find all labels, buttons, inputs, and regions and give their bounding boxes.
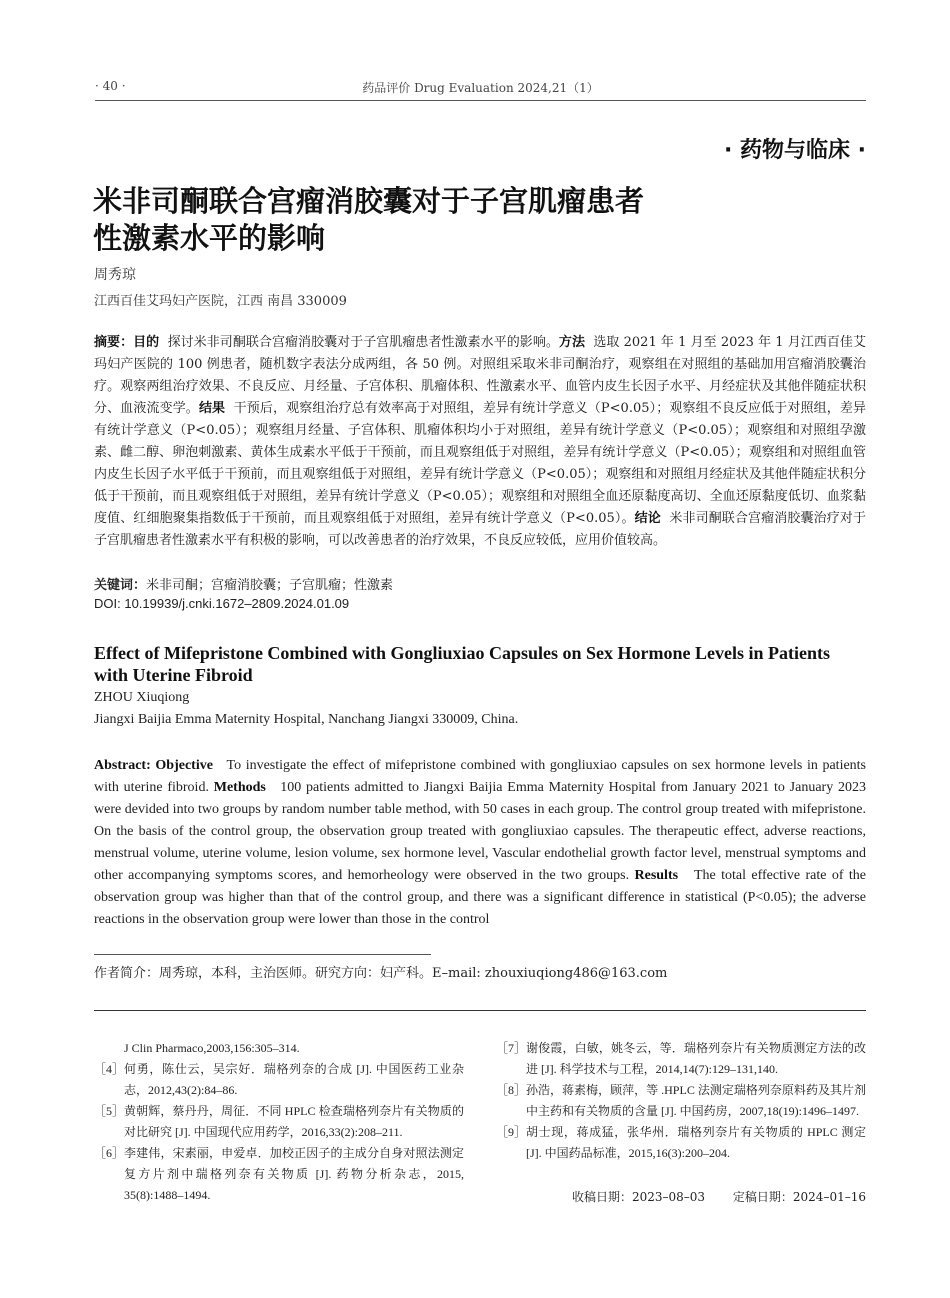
reference-text: J Clin Pharmaco,2003,156:305–314. (124, 1041, 300, 1055)
methods-en-label: Methods (213, 780, 266, 795)
reference-item (496, 1038, 866, 1080)
author-footnote: 作者简介：周秀琼，本科，主治医师。研究方向：妇产科。E–mail: zhouxiuqiong486@163.com (94, 966, 668, 981)
reference-item (94, 1101, 464, 1143)
keywords (94, 574, 393, 593)
doi[interactable]: DOI: 10.19939/j.cnki.1672–2809.2024.01.09 (94, 596, 350, 611)
reference-item (94, 1038, 464, 1059)
reference-text: 胡士现，蒋成猛，张华州．瑞格列奈片有关物质的 HPLC 测定 [J]. 中国药品标准，2015,16(3):200–204. (526, 1125, 866, 1160)
reference-number: ［8］ (496, 1083, 527, 1097)
methods-cn-label: 方法 (558, 335, 586, 350)
reference-item (496, 1080, 866, 1122)
results-cn-text: 干预后，观察组治疗总有效率高于对照组，差异有统计学意义（P<0.05）；观察组不良反应低于对照组，差异有统计学意义（P<0.05）；观察组月经量、子宫体积、肌瘤体积均小于对照组，差异有统计学意义（P<0.05）；观察组和对照组孕激素、雌二醇、卵泡刺激素、黄体生成素水平低于干预前，而且观察组低于对照组，差异有统计学意义（P<0.05）；观察组和对照组血管内皮生长因子水平低于干预前，而且观察组低于对照组，差异有统计学意义（P<0.05）；观察组和对照组月经症状及其他伴随症状积分低于干预前，而且观察组低于对照组，差异有统计学意义（P<0.05）；观察组和对照组全血还原黏度高切、全血还原黏度低切、血浆黏度值、红细胞聚集指数低于干预前，而且观察组低于对照组，差异有统计学意义（P<0.05）。 (94, 401, 866, 526)
received-date: 收稿日期：2023–08–03 (571, 1190, 706, 1204)
running-header (95, 79, 866, 99)
title-cn-line-1: 米非司酮联合宫瘤消胶囊对于子宫肌瘤患者 (93, 184, 645, 218)
reference-item (94, 1143, 464, 1206)
article-title-cn (93, 183, 713, 257)
abstract-en (94, 755, 866, 931)
reference-text: 孙浩，蒋素梅，顾萍，等 .HPLC 法测定瑞格列奈原料药及其片剂中主药和有关物质的含量 [J]. 中国药房，2007,18(19):1496–1497. (526, 1083, 866, 1118)
abstract-cn-label: 摘要： (94, 335, 134, 350)
results-cn-label: 结果 (198, 401, 226, 416)
conclusion-cn-text: 米非司酮联合宫瘤消胶囊治疗对于子宫肌瘤患者性激素水平有积极的影响，可以改善患者的治疗效果，不良反应较低，应用价值较高。 (94, 511, 866, 548)
abstract-en-label: Abstract: (94, 758, 151, 773)
accepted-date: 定稿日期：2024–01–16 (732, 1190, 866, 1204)
header-divider (95, 100, 866, 101)
keywords-label: 关键词： (94, 578, 147, 593)
reference-text: 谢俊霞，白敏，姚冬云，等．瑞格列奈片有关物质测定方法的改进 [J]. 科学技术与工程，2014,14(7):129–131,140. (526, 1041, 866, 1076)
title-cn-line-2: 性激素水平的影响 (93, 221, 326, 255)
section-label: · 药物与临床 · (723, 138, 866, 163)
reference-number: ［9］ (496, 1125, 527, 1139)
references-left-column (94, 1038, 464, 1206)
manuscript-dates (548, 1188, 866, 1205)
affiliation-en: Jiangxi Baijia Emma Maternity Hospital, Nanchang Jiangxi 330009, China. (94, 712, 519, 727)
reference-number: ［5］ (94, 1104, 125, 1118)
reference-number: ［4］ (94, 1062, 125, 1076)
journal-name: 药品评价 Drug Evaluation 2024,21（1） (362, 81, 599, 95)
objective-en-text: To investigate the effect of mifepristone combined with gongliuxiao capsules on sex hormone levels in patients with uterine fibroid. (94, 758, 867, 795)
abstract-cn (94, 332, 866, 552)
author-en: ZHOU Xiuqiong (94, 690, 190, 705)
reference-text: 何勇，陈仕云，吴宗好．瑞格列奈的合成 [J]. 中国医药工业杂志，2012,43(2):84–86. (124, 1062, 464, 1097)
objective-cn-text: 探讨米非司酮联合宫瘤消胶囊对于子宫肌瘤患者性激素水平的影响。 (167, 335, 559, 350)
reference-text: 李建伟，宋素丽，申爱卓．加校正因子的主成分自身对照法测定复方片剂中瑞格列奈有关物质 [J]. 药物分析杂志，2015, 35(8):1488–1494. (124, 1146, 464, 1202)
methods-cn-text: 选取 2021 年 1 月至 2023 年 1 月江西百佳艾玛妇产医院的 100 例患者，随机数字表法分成两组，各 50 例。对照组采取米非司酮治疗，观察组在对照组的基础加用宫瘤消胶囊治疗。观察两组治疗效果、不良反应、月经量、子宫体积、肌瘤体积、性激素水平、血管内皮生长因子水平、月经症状及其他伴随症状积分、血液流变学。 (94, 335, 866, 416)
reference-number (94, 1038, 124, 1059)
methods-en-text: 100 patients admitted to Jiangxi Baijia Emma Maternity Hospital from January 2021 to January 2023 were devided into two groups by random number table method, with 50 cases in each group. The control group treated with mifepristone. On the basis of the control group, the observation group treated with gongliuxiao capsules. The therapeutic effect, adverse reactions, menstrual volume, uterine volume, lesion volume, sex hormone level, Vascular endothelial growth factor level, menstrual symptoms and other accompanying symptoms scores, and hemorheology were observed in the two groups. (94, 780, 866, 883)
page-divider (94, 1010, 866, 1011)
keywords-text: 米非司酮；宫瘤消胶囊；子宫肌瘤；性激素 (146, 578, 394, 593)
reference-item (94, 1059, 464, 1101)
reference-text: 黄朝辉，蔡丹丹，周征．不同 HPLC 检查瑞格列奈片有关物质的对比研究 [J]. 中国现代应用药学，2016,33(2):208–211. (124, 1104, 464, 1139)
objective-en-label: Objective (155, 758, 213, 773)
results-en-text: The total effective rate of the observation group was higher than that of the control group, and there was a significant difference in statistical (P<0.05); the adverse reactions in the observation group were lower than those in the control (94, 868, 866, 927)
results-en-label: Results (634, 868, 679, 883)
reference-item (496, 1122, 866, 1164)
objective-cn-label: 目的 (133, 335, 160, 350)
conclusion-cn-label: 结论 (634, 511, 661, 526)
references-right-column (496, 1038, 866, 1164)
reference-number: ［7］ (496, 1041, 527, 1055)
page-number: · 40 · (95, 79, 126, 93)
footnote-divider (94, 954, 431, 955)
reference-number: ［6］ (94, 1146, 125, 1160)
author-cn: 周秀琼 (94, 267, 136, 283)
affiliation-cn: 江西百佳艾玛妇产医院，江西 南昌 330009 (94, 294, 347, 309)
article-title-en: Effect of Mifepristone Combined with Gongliuxiao Capsules on Sex Hormone Levels in Patients with Uterine Fibroid (94, 643, 830, 685)
